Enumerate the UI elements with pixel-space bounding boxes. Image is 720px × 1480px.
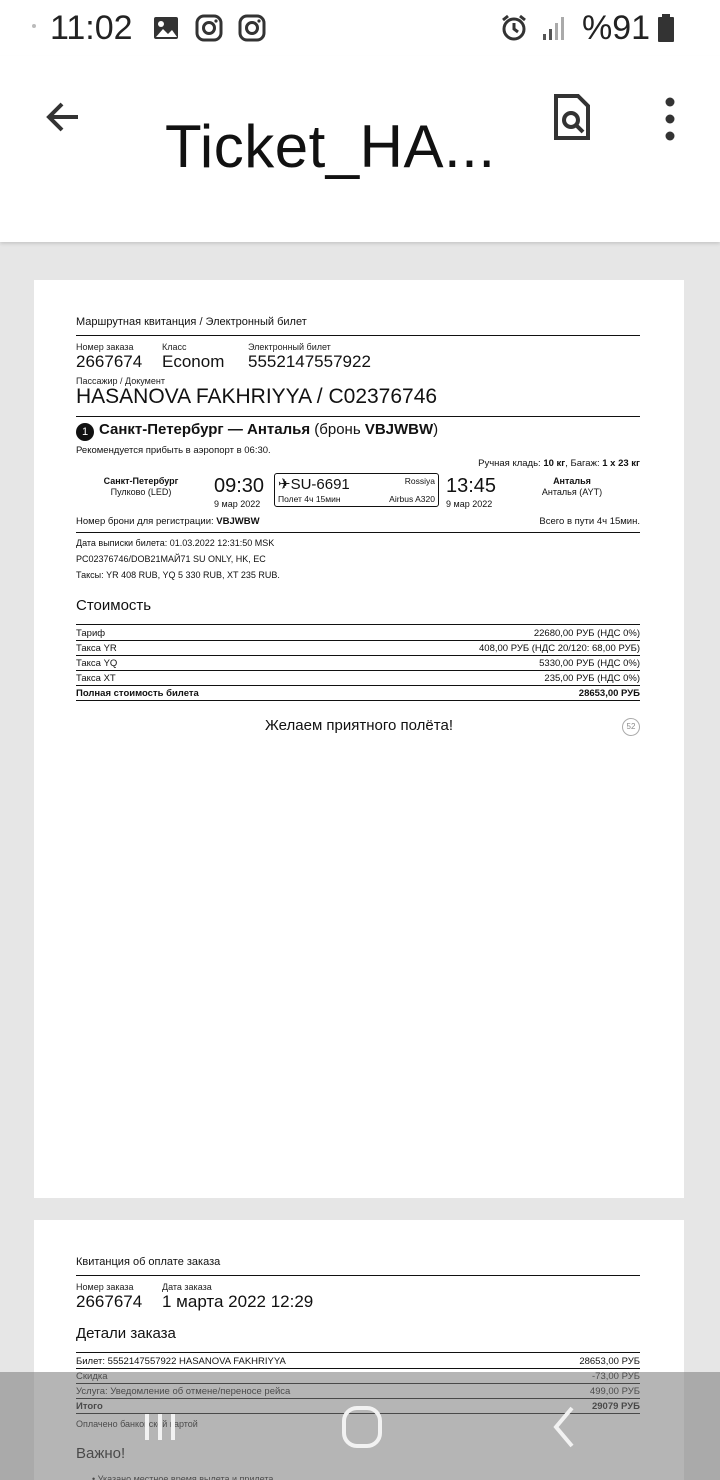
flight-info-box <box>274 473 439 507</box>
receipt-date-value: 1 марта 2022 12:29 <box>162 1292 314 1311</box>
status-time: 11:02 <box>50 9 133 47</box>
class-value: Econom <box>162 352 225 371</box>
route-booking-suffix: ) <box>433 421 439 438</box>
route-booking-code: VBJWBW <box>364 421 434 438</box>
class-label: Класс <box>162 342 187 352</box>
flight-duration: Полет 4ч 15мин <box>278 494 341 504</box>
instagram-icon <box>238 14 266 42</box>
cost-title: Стоимость <box>76 597 152 614</box>
departure-date: 9 мар 2022 <box>214 499 261 509</box>
hand-luggage: 10 кг <box>543 458 566 469</box>
checkin-prefix: Номер брони для регистрации: <box>76 516 214 527</box>
fare-line: PC02376746/DOB21МАЙ71 SU ONLY, HK, EC <box>76 554 266 564</box>
ticket-header: Маршрутная квитанция / Электронный билет <box>76 316 307 328</box>
cost-value: 5330,00 РУБ (НДС 0%) <box>539 658 640 669</box>
departure-city: Санкт-Петербург <box>103 476 179 486</box>
total-travel-time: Всего в пути 4ч 15мин. <box>539 516 640 527</box>
alarm-icon <box>500 14 528 42</box>
eticket-value: 5552147557922 <box>248 352 371 371</box>
app-bar <box>0 56 720 242</box>
find-in-document-icon[interactable] <box>546 92 598 144</box>
cost-label: Такса XT <box>76 673 116 684</box>
route-title-line <box>99 421 438 438</box>
cost-label: Такса YR <box>76 643 117 654</box>
cost-row <box>76 641 640 656</box>
divider <box>76 624 640 625</box>
divider <box>76 335 640 336</box>
cost-value: 408,00 РУБ (НДС 20/120: 68,00 РУБ) <box>479 643 640 654</box>
arrival-airport: Анталья (AYT) <box>541 487 603 497</box>
arrival-city: Анталья <box>553 476 591 486</box>
wish-text: Желаем приятного полёта! <box>265 717 453 734</box>
arrival-recommendation: Рекомендуется прибыть в аэропорт в 06:30. <box>76 445 271 456</box>
order-number-label: Номер заказа <box>76 342 134 352</box>
status-bar <box>0 0 720 56</box>
taxes-line: Таксы: YR 408 RUB, YQ 5 330 RUB, XT 235 RUB. <box>76 570 280 580</box>
divider <box>76 1275 640 1276</box>
arrival-date: 9 мар 2022 <box>446 499 493 509</box>
departure-airport: Пулково (LED) <box>110 487 172 497</box>
cost-row <box>76 671 640 686</box>
page-number-badge: 52 <box>622 718 640 736</box>
ticket-page <box>34 280 684 1198</box>
baggage-mid: , Багаж: <box>565 458 600 469</box>
arrival-time: 13:45 <box>446 475 497 497</box>
checked-baggage: 1 x 23 кг <box>602 458 640 469</box>
home-icon[interactable] <box>332 1402 392 1452</box>
document-title: Ticket_HA... <box>165 113 496 180</box>
more-vert-icon[interactable] <box>652 94 688 144</box>
receipt-row <box>76 1354 640 1369</box>
divider <box>76 1352 640 1353</box>
cost-value: 22680,00 РУБ (НДС 0%) <box>533 628 640 639</box>
cost-row <box>76 626 640 641</box>
eticket-label: Электронный билет <box>248 342 331 352</box>
back-arrow-icon[interactable] <box>38 92 88 142</box>
cost-label: Тариф <box>76 628 106 639</box>
checkin-code: VBJWBW <box>216 516 260 527</box>
cost-label: Такса YQ <box>76 658 118 669</box>
recent-apps-icon[interactable] <box>130 1402 190 1452</box>
cost-value: 235,00 РУБ (НДС 0%) <box>544 673 640 684</box>
battery-icon <box>652 14 680 42</box>
receipt-order-value: 2667674 <box>76 1292 143 1311</box>
order-details-title: Детали заказа <box>76 1325 176 1342</box>
aircraft: Airbus A320 <box>389 494 435 504</box>
receipt-label: Билет: 5552147557922 HASANOVA FAKHRIYYA <box>76 1356 286 1367</box>
cost-total-row <box>76 686 640 701</box>
navigation-bar <box>0 1372 720 1480</box>
route-title: Санкт-Петербург — Анталья <box>99 421 311 438</box>
status-dot <box>32 24 36 28</box>
order-number-value: 2667674 <box>76 352 143 371</box>
cost-total-value: 28653,00 РУБ <box>578 688 640 699</box>
divider <box>76 416 640 417</box>
receipt-header: Квитанция об оплате заказа <box>76 1256 221 1268</box>
issue-date: Дата выписки билета: 01.03.2022 12:31:50 MSK <box>76 538 275 548</box>
route-booking-prefix: (бронь <box>314 421 361 438</box>
instagram-icon <box>195 14 223 42</box>
receipt-order-label: Номер заказа <box>76 1282 134 1292</box>
flight-number: ✈SU-6691 <box>278 476 350 493</box>
passenger-label: Пассажир / Документ <box>76 376 165 386</box>
airline: Rossiya <box>404 476 435 486</box>
receipt-value: 28653,00 РУБ <box>579 1356 640 1367</box>
battery-percent: %91 <box>582 9 651 47</box>
passenger-value: HASANOVA FAKHRIYYA / C02376746 <box>76 385 438 408</box>
nav-back-icon[interactable] <box>534 1402 594 1452</box>
checkin-booking <box>76 516 260 527</box>
cost-row <box>76 656 640 671</box>
gallery-icon <box>152 14 180 42</box>
route-number-badge: 1 <box>76 423 94 441</box>
cost-total-label: Полная стоимость билета <box>76 688 199 699</box>
divider <box>76 532 640 533</box>
signal-icon <box>540 14 568 42</box>
baggage-info <box>428 458 640 469</box>
receipt-date-label: Дата заказа <box>162 1282 212 1292</box>
departure-time: 09:30 <box>214 475 265 497</box>
baggage-prefix: Ручная кладь: <box>478 458 541 469</box>
